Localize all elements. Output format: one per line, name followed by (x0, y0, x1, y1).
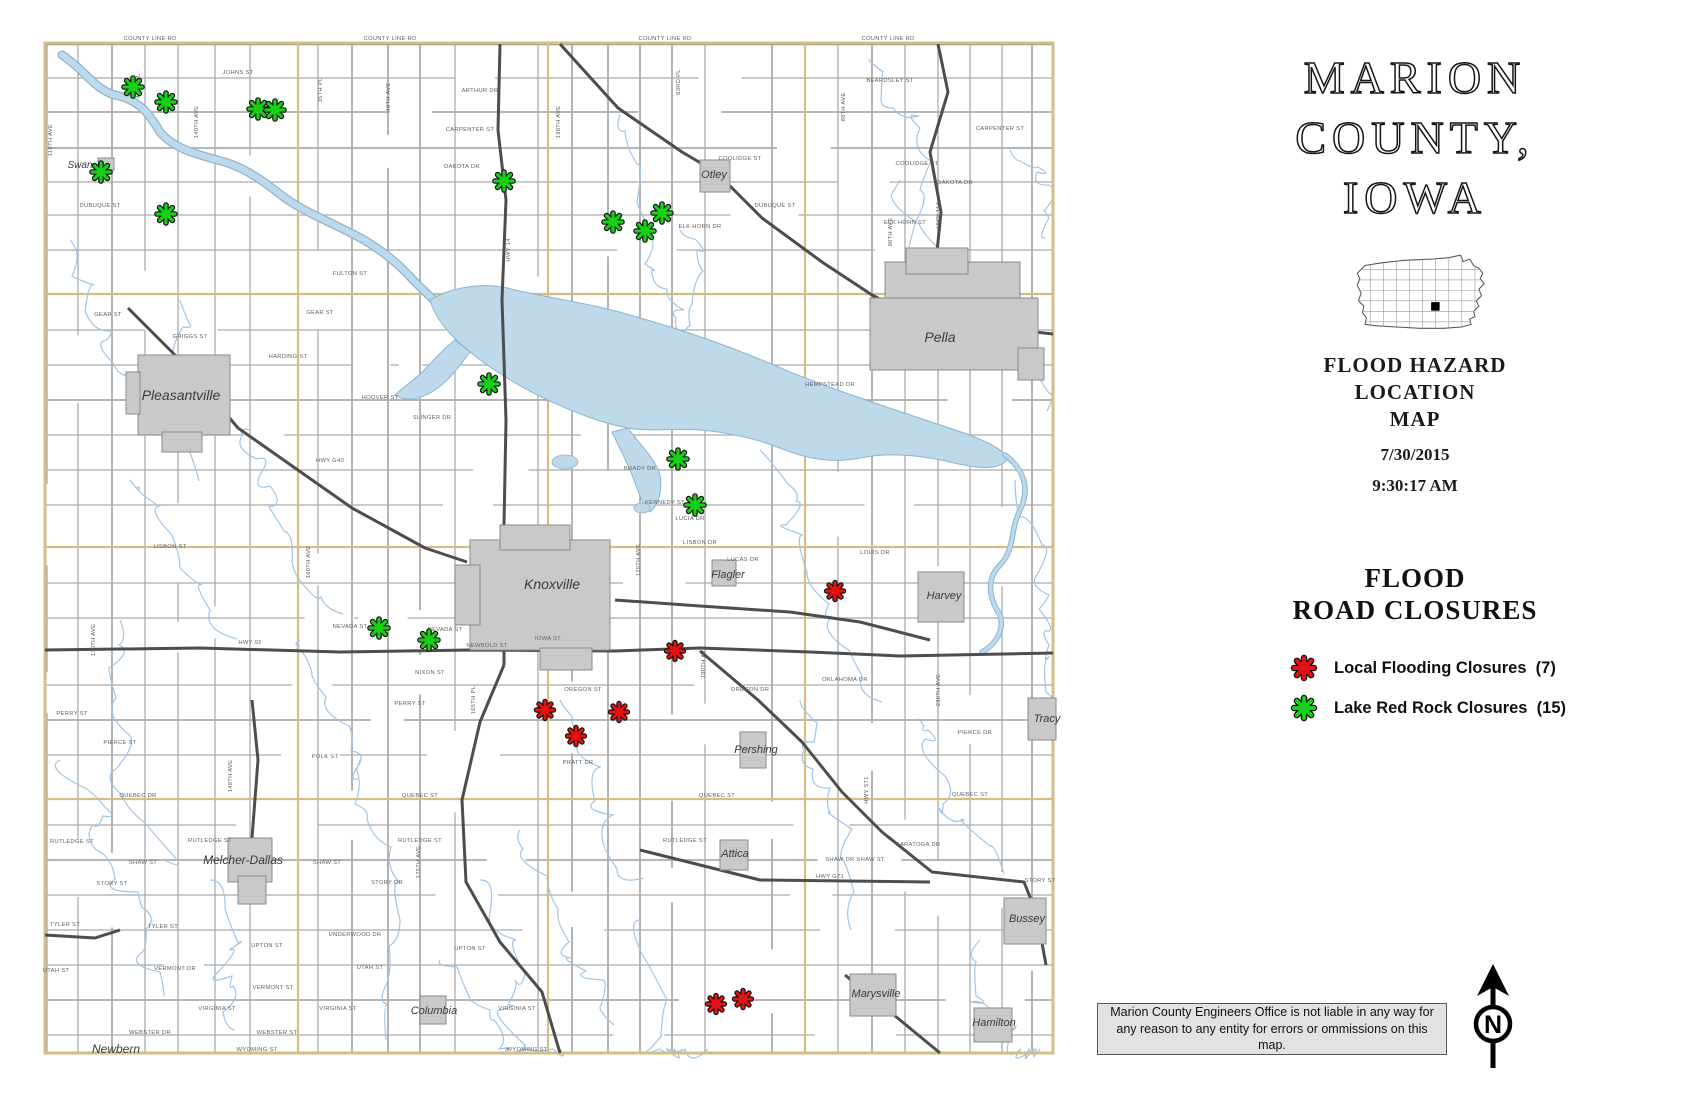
svg-text:DAKOTA DR: DAKOTA DR (937, 180, 973, 186)
svg-text:OREGON DR: OREGON DR (730, 687, 770, 693)
town-pella (870, 248, 1044, 380)
svg-text:Attica: Attica (721, 848, 749, 860)
local-flooding-closure-marker (568, 728, 585, 745)
svg-text:GRIGGS ST: GRIGGS ST (172, 334, 208, 340)
svg-text:125TH AVE: 125TH AVE (636, 543, 642, 577)
legend-row-lake-red-rock (1290, 688, 1650, 728)
svg-text:Flagler: Flagler (711, 569, 745, 581)
legend-row-local-flooding (1290, 648, 1650, 688)
svg-text:CARPENTER ST: CARPENTER ST (445, 127, 495, 133)
lake-red-rock-closure-marker (653, 204, 671, 222)
svg-text:Marysville: Marysville (851, 988, 901, 1000)
svg-text:NEWBOLD ST: NEWBOLD ST (466, 643, 508, 649)
svg-text:140TH AVE: 140TH AVE (194, 105, 200, 139)
town-otley (700, 160, 730, 192)
svg-text:LISBON ST: LISBON ST (153, 544, 187, 550)
svg-text:COOLIDGE ST: COOLIDGE ST (718, 156, 762, 162)
svg-text:LOUIS DR: LOUIS DR (860, 550, 890, 556)
svg-text:BRADY DR: BRADY DR (623, 466, 657, 472)
svg-text:LUCIA DR: LUCIA DR (675, 516, 705, 522)
svg-text:Pleasantville: Pleasantville (141, 387, 221, 403)
svg-text:Bussey: Bussey (1008, 913, 1046, 925)
svg-text:Otley: Otley (701, 169, 727, 181)
lake-red-rock-closure-marker (604, 213, 622, 231)
lake-red-rock-closure-marker (480, 375, 498, 393)
svg-text:RUTLEDGE ST: RUTLEDGE ST (398, 838, 442, 844)
svg-text:Tracy: Tracy (1033, 713, 1061, 725)
svg-text:ELK HORN ST: ELK HORN ST (884, 220, 926, 226)
svg-text:DUBUQUE ST: DUBUQUE ST (79, 203, 121, 209)
town-newbern (92, 1042, 140, 1056)
svg-text:190TH AVE: 190TH AVE (701, 645, 707, 679)
north-arrow-icon (1462, 960, 1524, 1078)
subtitle-line2: LOCATION (1354, 380, 1476, 404)
svg-text:WYOMING ST: WYOMING ST (236, 1047, 278, 1053)
iowa-inset-map (1352, 248, 1488, 338)
svg-text:RUTLEDGE ST: RUTLEDGE ST (50, 839, 94, 845)
svg-text:HWY 92: HWY 92 (238, 640, 262, 646)
svg-text:UTAH ST: UTAH ST (356, 965, 384, 971)
town-harvey (918, 572, 964, 622)
svg-text:KENNEDY ST: KENNEDY ST (645, 500, 685, 506)
svg-text:NEVADA ST: NEVADA ST (332, 624, 368, 630)
svg-text:COUNTY LINE RD: COUNTY LINE RD (638, 36, 692, 42)
lake-red-rock-marker-icon (1290, 694, 1318, 722)
svg-text:HEMPSTEAD DR: HEMPSTEAD DR (805, 382, 855, 388)
iowa-outline (1357, 255, 1484, 328)
local-flooding-closure-marker (667, 643, 684, 660)
map-title-line3: IOWA (1342, 172, 1488, 223)
svg-text:UPTON ST: UPTON ST (251, 943, 283, 949)
svg-text:GEAR ST: GEAR ST (94, 312, 122, 318)
svg-text:FULTON ST: FULTON ST (332, 271, 368, 277)
svg-text:SHAW ST: SHAW ST (312, 860, 342, 866)
svg-text:POLK ST: POLK ST (311, 754, 339, 760)
svg-text:BEARDSLEY ST: BEARDSLEY ST (866, 78, 914, 84)
map-title-line1: MARION (1303, 52, 1527, 103)
closures-heading (1185, 562, 1645, 626)
legend (1290, 648, 1650, 728)
svg-text:98TH AVE: 98TH AVE (888, 217, 894, 247)
svg-text:SARATOGA DR: SARATOGA DR (895, 842, 941, 848)
map-title-line2: COUNTY, (1295, 112, 1535, 163)
svg-text:Pershing: Pershing (734, 744, 778, 756)
svg-text:PIERCE ST: PIERCE ST (103, 740, 137, 746)
svg-text:VIRGINIA ST: VIRGINIA ST (198, 1006, 236, 1012)
svg-text:HWY S71: HWY S71 (864, 776, 870, 804)
svg-text:QUEBEC ST: QUEBEC ST (698, 793, 736, 799)
svg-text:Hamilton: Hamilton (972, 1017, 1016, 1029)
svg-text:TYLER ST: TYLER ST (49, 922, 81, 928)
svg-text:QUEBEC DR: QUEBEC DR (119, 793, 157, 799)
svg-text:QUEBEC ST: QUEBEC ST (401, 793, 439, 799)
svg-text:PERRY ST: PERRY ST (394, 701, 426, 707)
map-title (1185, 48, 1645, 228)
svg-text:198TH AVE: 198TH AVE (556, 105, 562, 139)
lake-red-rock-closure-marker (157, 93, 175, 111)
lake-red-rock-closure-marker (92, 163, 110, 181)
svg-text:COUNTY LINE RD: COUNTY LINE RD (363, 36, 417, 42)
svg-text:160TH AVE: 160TH AVE (306, 545, 312, 579)
svg-text:COUNTY LINE RD: COUNTY LINE RD (123, 36, 177, 42)
lake-red-rock-closure-marker (495, 172, 513, 190)
svg-text:88TH AVE: 88TH AVE (841, 92, 847, 122)
local-flooding-closure-marker (708, 996, 725, 1013)
town-flagler (711, 560, 746, 586)
svg-text:GEAR ST: GEAR ST (306, 310, 334, 316)
north-arrow-label: N (1483, 1011, 1503, 1039)
svg-text:STORY ST: STORY ST (96, 881, 128, 887)
svg-text:HWY G71: HWY G71 (815, 874, 845, 880)
svg-text:130TH AVE: 130TH AVE (91, 623, 97, 657)
svg-text:STORY DR: STORY DR (370, 880, 404, 886)
svg-text:WEBSTER ST: WEBSTER ST (256, 1030, 298, 1036)
marion-county-marker (1431, 302, 1440, 311)
svg-text:48TH AVE: 48TH AVE (386, 82, 392, 112)
svg-text:Harvey: Harvey (926, 590, 962, 602)
local-flooding-closure-marker (735, 991, 752, 1008)
legend-label-local-flooding: Local Flooding Closures (7) (1334, 658, 1556, 677)
local-flooding-marker-icon (1290, 654, 1318, 682)
svg-text:OREGON ST: OREGON ST (564, 687, 602, 693)
svg-text:UTAH ST: UTAH ST (42, 968, 70, 974)
map-time: 9:30:17 AM (1372, 476, 1458, 495)
svg-text:JOHNS ST: JOHNS ST (222, 70, 254, 76)
local-flooding-closure-marker (537, 702, 554, 719)
svg-text:ELK HORN DR: ELK HORN DR (678, 224, 722, 230)
svg-text:WYOMING ST: WYOMING ST (506, 1047, 548, 1053)
svg-text:TYLER ST: TYLER ST (147, 924, 179, 930)
lake-red-rock-closure-marker (686, 496, 704, 514)
svg-text:40TH PL: 40TH PL (136, 73, 142, 99)
svg-text:VIRGINIA ST: VIRGINIA ST (319, 1006, 357, 1012)
svg-text:SHAW ST: SHAW ST (128, 860, 158, 866)
svg-text:VERMONT DR: VERMONT DR (154, 966, 196, 972)
lake-red-rock-closure-marker (636, 222, 654, 240)
svg-text:SHAW DR SHAW ST: SHAW DR SHAW ST (825, 857, 885, 863)
svg-text:IOWA ST: IOWA ST (534, 636, 562, 642)
svg-text:35TH PL: 35TH PL (318, 77, 324, 103)
svg-text:COUNTY LINE RD: COUNTY LINE RD (861, 36, 915, 42)
svg-text:OKLAHOMA DR: OKLAHOMA DR (822, 677, 868, 683)
svg-text:165TH PL: 165TH PL (471, 685, 477, 715)
svg-text:VERMONT ST: VERMONT ST (252, 985, 294, 991)
closures-heading-line1: FLOOD (1364, 563, 1466, 593)
svg-text:VIRGINIA ST: VIRGINIA ST (498, 1006, 536, 1012)
svg-text:HWY G40: HWY G40 (315, 458, 345, 464)
svg-text:HWY 114: HWY 114 (936, 201, 942, 229)
svg-text:HWY 14: HWY 14 (506, 238, 512, 262)
local-flooding-closure-marker (827, 583, 844, 600)
town-attica (720, 840, 749, 870)
svg-text:Melcher-Dallas: Melcher-Dallas (203, 853, 283, 867)
svg-text:STORY ST: STORY ST (1024, 878, 1056, 884)
subtitle-line1: FLOOD HAZARD (1323, 353, 1507, 377)
lake-red-rock-closure-marker (124, 78, 142, 96)
legend-label-lake-red-rock: Lake Red Rock Closures (15) (1334, 698, 1566, 717)
map-subtitle (1185, 352, 1645, 433)
svg-text:HOOVER ST: HOOVER ST (361, 395, 399, 401)
svg-text:CARPENTER ST: CARPENTER ST (975, 126, 1025, 132)
lake-red-rock-closure-marker (370, 619, 388, 637)
svg-text:UPTON ST: UPTON ST (454, 946, 486, 952)
town-marysville (850, 974, 900, 1016)
disclaimer-text: Marion County Engineers Office is not liable in any way for any reason to any entity for errors or ommissions on this map. (1110, 1004, 1434, 1053)
svg-text:ARTHUR DR: ARTHUR DR (461, 88, 499, 94)
svg-text:PIERCE DR: PIERCE DR (957, 730, 993, 736)
town-tracy (1028, 698, 1062, 740)
closures-heading-line2: ROAD CLOSURES (1292, 595, 1538, 625)
svg-text:Newbern: Newbern (92, 1042, 141, 1056)
lake-red-rock-closure-marker (420, 631, 438, 649)
svg-text:WEBSTER DR: WEBSTER DR (129, 1030, 171, 1036)
svg-text:63RD PL: 63RD PL (676, 69, 682, 95)
lake-red-rock-closure-marker (669, 450, 687, 468)
lake-red-rock-closure-marker (157, 205, 175, 223)
svg-text:Swan: Swan (67, 160, 93, 171)
svg-text:PRATT DR: PRATT DR (562, 760, 594, 766)
svg-text:HARDING ST: HARDING ST (268, 354, 308, 360)
svg-text:230TH AVE: 230TH AVE (936, 673, 942, 707)
svg-text:148TH AVE: 148TH AVE (228, 759, 234, 793)
svg-text:UNDERWOOD DR: UNDERWOOD DR (328, 932, 382, 938)
svg-text:QUEBEC ST: QUEBEC ST (951, 792, 989, 798)
map-date: 7/30/2015 (1380, 445, 1450, 464)
svg-text:Pella: Pella (924, 329, 956, 345)
svg-text:NIXON ST: NIXON ST (415, 670, 445, 676)
town-hamilton (972, 1008, 1015, 1042)
local-flooding-closure-marker (611, 704, 628, 721)
svg-text:RUTLEDGE ST: RUTLEDGE ST (663, 838, 707, 844)
svg-text:Columbia: Columbia (410, 1005, 458, 1017)
svg-text:LUCAS DR: LUCAS DR (727, 557, 759, 563)
subtitle-line3: MAP (1389, 407, 1441, 431)
svg-text:COOLIDGE ST: COOLIDGE ST (895, 161, 939, 167)
disclaimer-box (1097, 1003, 1447, 1055)
town-bussey (1004, 898, 1047, 944)
towns (67, 158, 1061, 1056)
svg-text:DUBUQUE ST: DUBUQUE ST (754, 203, 796, 209)
svg-text:RUTLEDGE ST: RUTLEDGE ST (188, 838, 232, 844)
svg-text:NEVADA ST: NEVADA ST (427, 627, 463, 633)
svg-text:LISBON DR: LISBON DR (683, 540, 717, 546)
svg-text:DAKOTA DR: DAKOTA DR (444, 164, 480, 170)
svg-text:175TH AVE: 175TH AVE (416, 845, 422, 879)
svg-text:PERRY ST: PERRY ST (56, 711, 88, 717)
svg-text:SLINGER DR: SLINGER DR (412, 415, 452, 421)
lake-red-rock-closure-marker (266, 101, 284, 119)
svg-text:110TH AVE: 110TH AVE (48, 123, 54, 157)
svg-text:Knoxville: Knoxville (523, 576, 581, 592)
